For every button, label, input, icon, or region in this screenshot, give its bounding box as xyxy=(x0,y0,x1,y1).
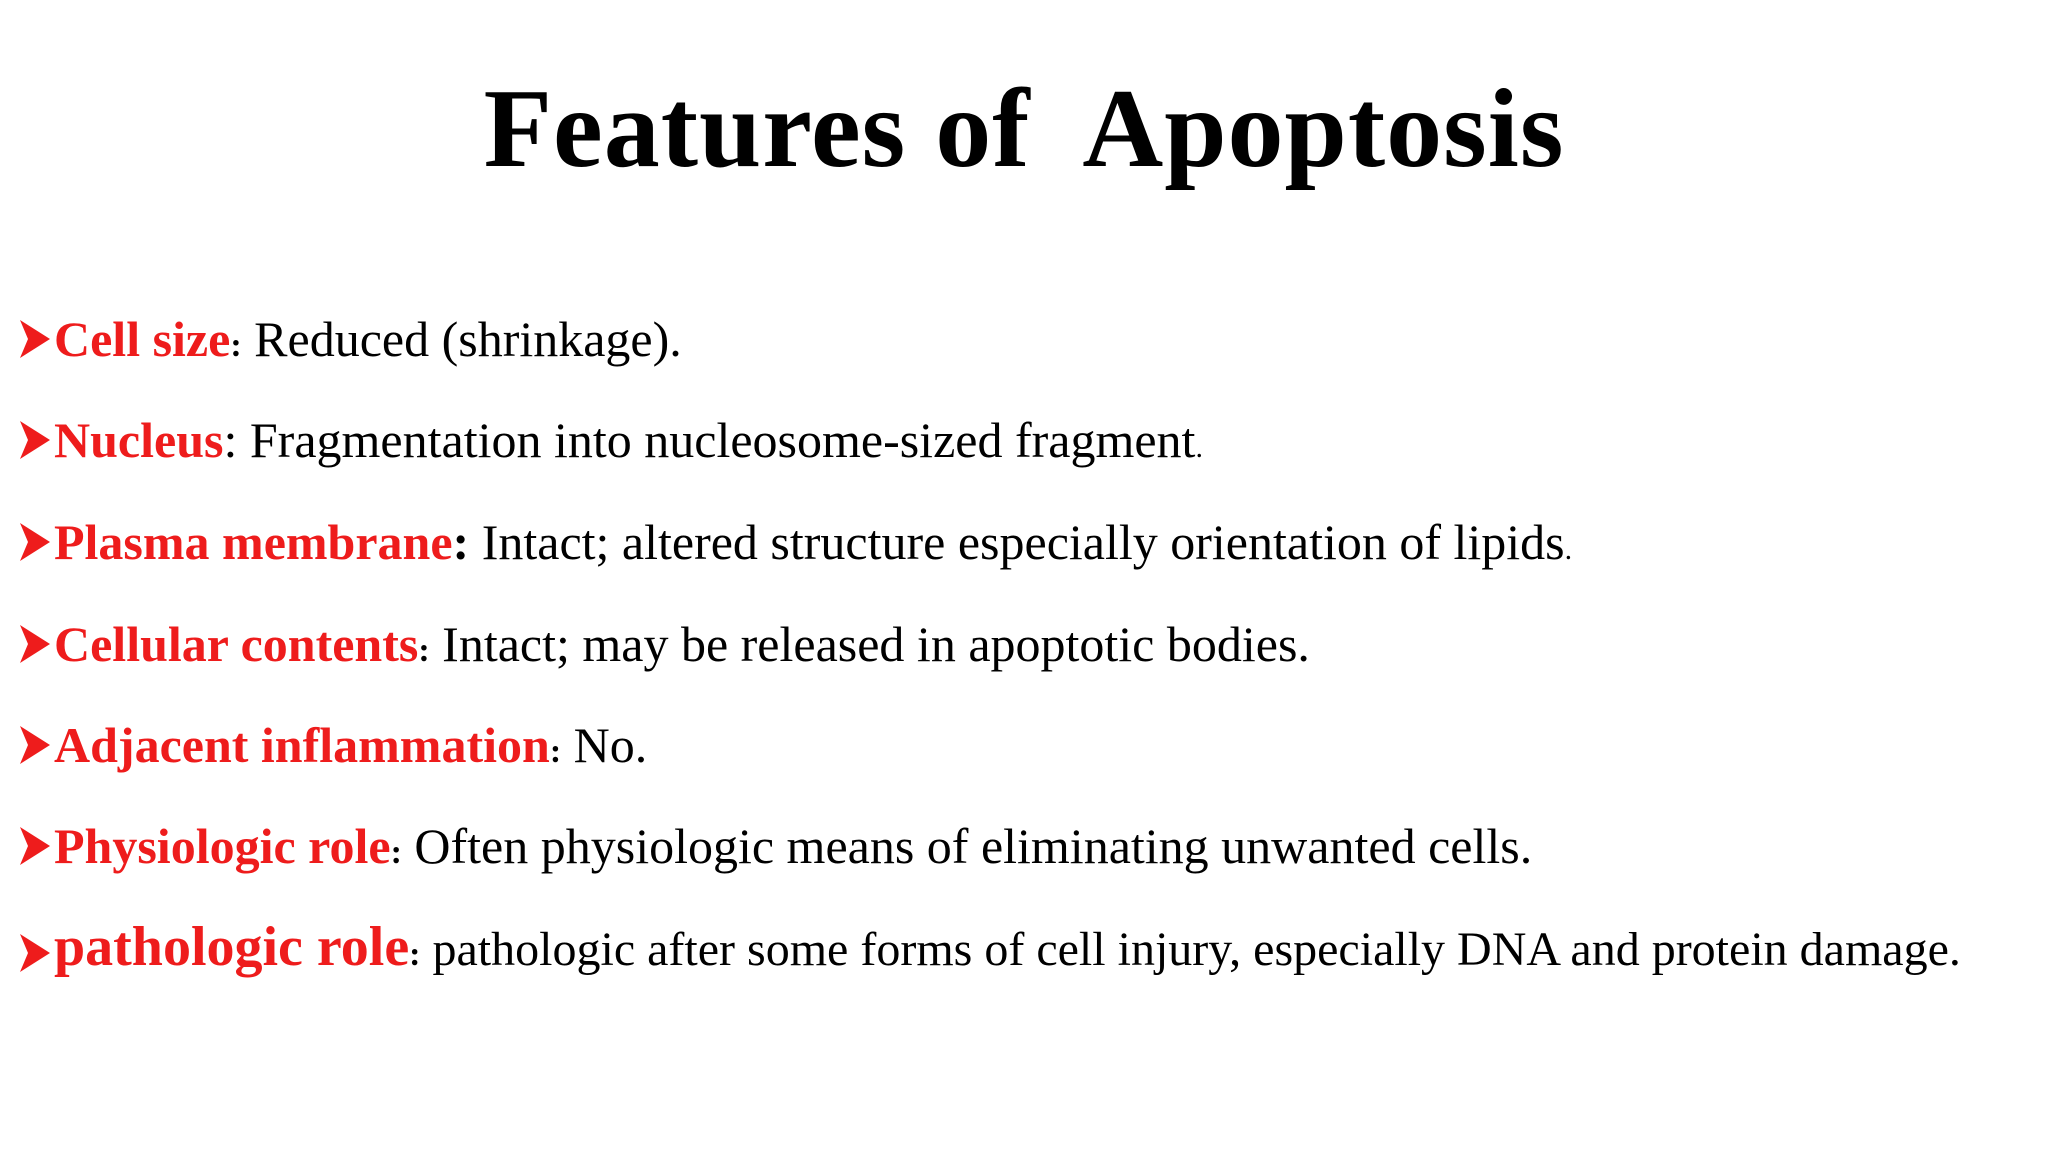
bullet-item-plasma-membrane xyxy=(20,513,2020,579)
arrowhead-bullet-icon xyxy=(20,421,50,459)
arrowhead-bullet-icon xyxy=(20,523,50,561)
bullet-item-pathologic-role xyxy=(20,918,2020,984)
bullet-separator: : xyxy=(223,412,238,468)
bullet-separator: : xyxy=(390,834,402,871)
bullet-description: No. xyxy=(561,717,648,773)
arrowhead-bullet-icon xyxy=(20,934,50,972)
bullet-suffix: . xyxy=(1564,533,1573,566)
bullet-description: Intact; altered structure especially orientation of lipids xyxy=(469,514,1565,570)
bullet-separator: : xyxy=(409,936,421,973)
bullet-term: Physiologic role xyxy=(54,818,391,874)
arrowhead-bullet-icon xyxy=(20,625,50,663)
bullet-separator: : xyxy=(230,327,242,364)
bullet-separator: : xyxy=(549,733,562,770)
bullet-term: Adjacent inflammation xyxy=(54,717,550,773)
arrowhead-bullet-icon xyxy=(20,726,50,764)
bullet-term: Plasma membrane xyxy=(54,514,453,570)
bullet-separator: : xyxy=(452,514,470,570)
arrowhead-bullet-icon xyxy=(20,320,50,358)
bullet-separator: : xyxy=(418,632,430,669)
slide-title: Features of Apoptosis xyxy=(483,67,1565,191)
bullet-item-nucleus xyxy=(20,411,2020,477)
bullet-term: Nucleus xyxy=(54,412,224,468)
bullet-list xyxy=(20,310,2020,1020)
bullet-description: Fragmentation into nucleosome-sized fragment xyxy=(237,412,1196,468)
bullet-term: pathologic role xyxy=(54,916,410,978)
bullet-description: Reduced (shrinkage). xyxy=(241,311,682,367)
bullet-term: Cellular contents xyxy=(54,616,419,672)
bullet-item-cellular-contents xyxy=(20,615,2020,680)
bullet-suffix: . xyxy=(1195,431,1203,464)
bullet-description: pathologic after some forms of cell injury, especially DNA and protein damage. xyxy=(420,923,1961,976)
bullet-item-adjacent-inflammation xyxy=(20,716,2020,781)
bullet-description: Intact; may be released in apoptotic bodies. xyxy=(429,616,1310,672)
bullet-term: Cell size xyxy=(54,311,231,367)
bullet-item-cell-size xyxy=(20,310,2020,375)
arrowhead-bullet-icon xyxy=(20,827,50,865)
bullet-item-physiologic-role xyxy=(20,817,2020,882)
bullet-description: Often physiologic means of eliminating unwanted cells. xyxy=(401,818,1533,874)
